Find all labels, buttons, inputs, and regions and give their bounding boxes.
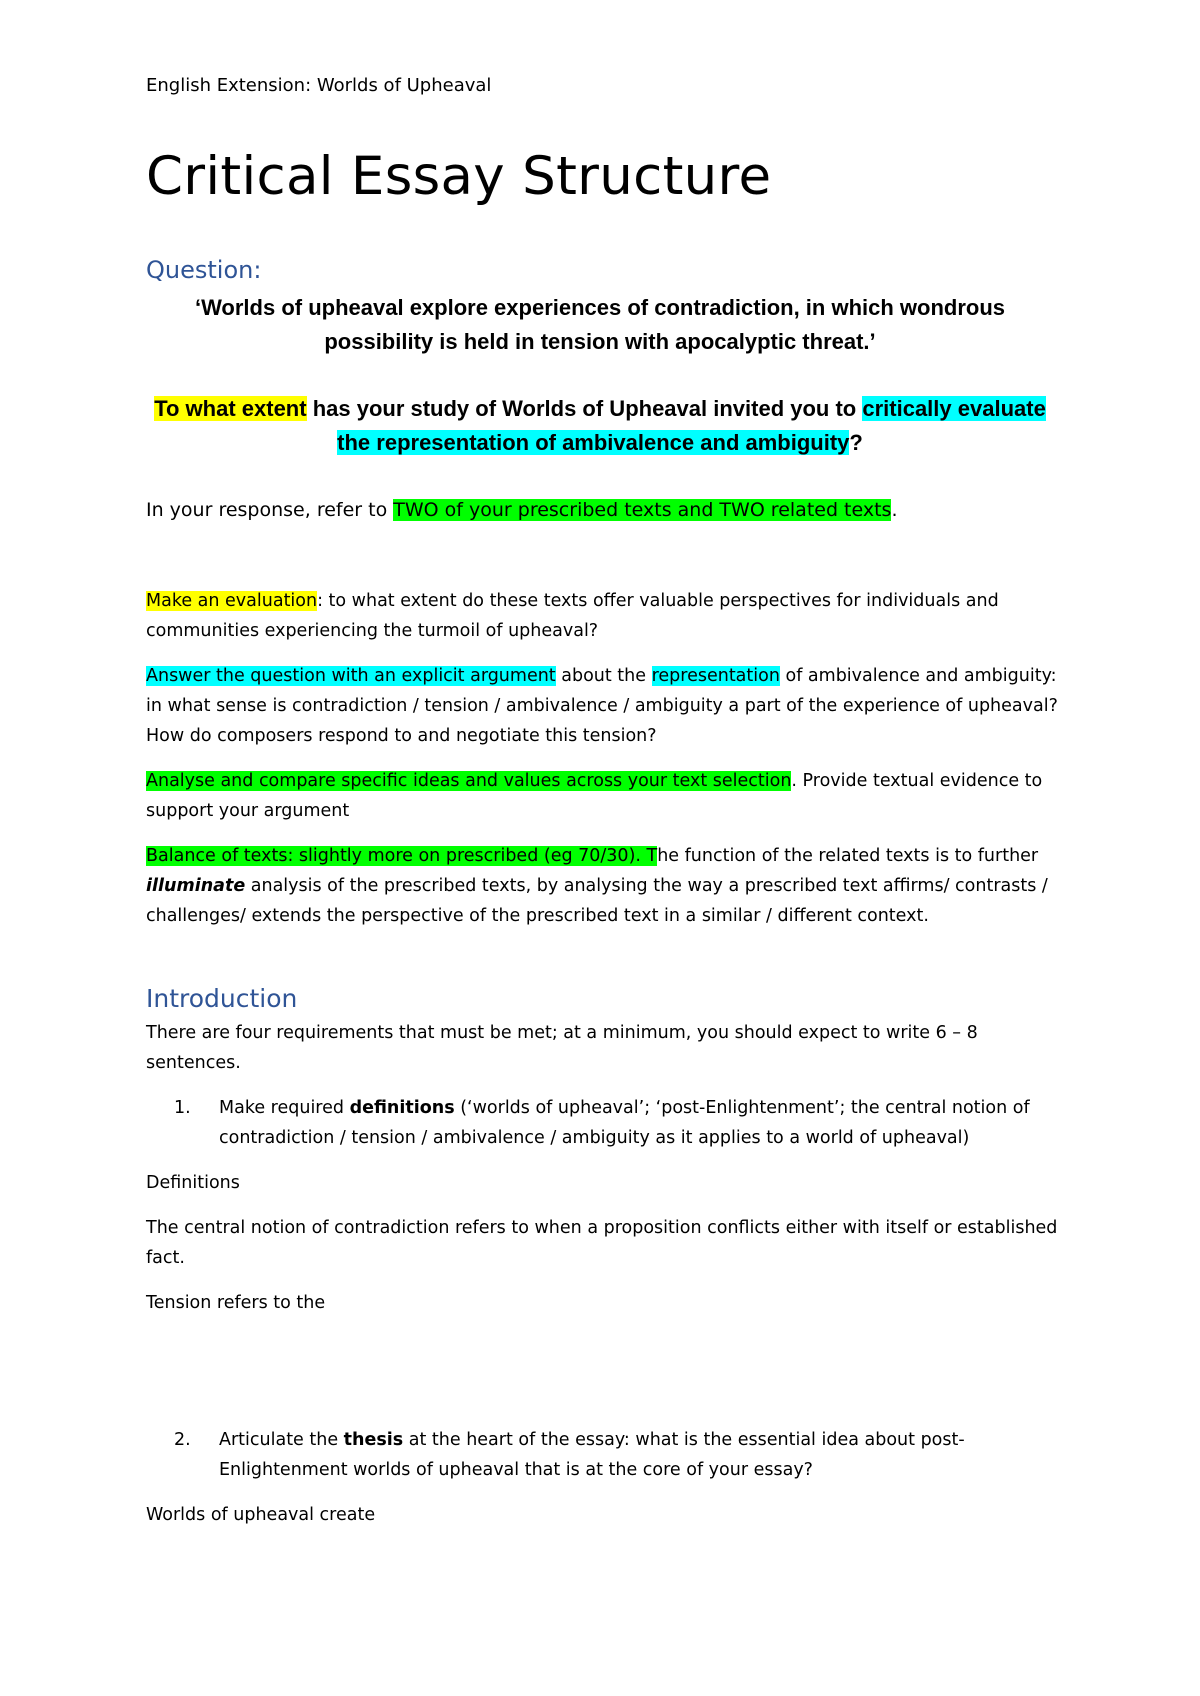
thesis-start: Worlds of upheaval create <box>146 1505 376 1525</box>
emphasis-illuminate: illuminate <box>146 876 246 896</box>
highlight-analyse-compare: Analyse and compare specific ideas and values across your text selection <box>146 771 792 791</box>
evaluation-task <box>146 586 1066 646</box>
highlight-to-what-extent: To what extent <box>154 396 307 421</box>
document-title: Critical Essay Structure <box>146 146 772 207</box>
list-number: 2. <box>174 1430 191 1450</box>
highlight-explicit-argument: Answer the question with an explicit argument <box>146 666 556 686</box>
argument-text-1: about the <box>555 666 652 686</box>
balance-task <box>146 841 1066 931</box>
list-item-definitions <box>174 1093 1074 1153</box>
contradiction-definition: The central notion of contradiction refers to when a proposition conflicts either with itself or established fact. <box>146 1218 1058 1268</box>
prompt-text: has your study of Worlds of Upheaval invited you to <box>306 396 863 421</box>
running-header: English Extension: Worlds of Upheaval <box>146 75 492 96</box>
highlight-make-evaluation: Make an evaluation <box>146 591 318 611</box>
analyse-task <box>146 766 1066 826</box>
highlight-representation: representation <box>651 666 780 686</box>
list-item-body <box>219 1093 1074 1153</box>
thesis-bold: thesis <box>343 1430 404 1450</box>
balance-text-1: he function of the related texts is to further <box>657 846 1039 866</box>
argument-text-2: of ambivalence and ambiguity: in what sense is contradiction / tension / ambivalence / ambiguity a part of the experience of upheaval? How do composers respond to and negotiate this tension? <box>146 666 1058 746</box>
evaluation-text: : to what extent do these texts offer valuable perspectives for individuals and communities experiencing the turmoil of upheaval? <box>146 591 999 641</box>
balance-text-2: analysis of the prescribed texts, by analysing the way a prescribed text affirms/ contrasts / challenges/ extends the perspective of the prescribed text in a similar / different context. <box>146 876 1048 926</box>
question-prompt <box>146 392 1054 460</box>
introduction-heading: Introduction <box>146 984 298 1013</box>
list-item-body <box>219 1425 1074 1485</box>
tension-definition: Tension refers to the <box>146 1293 326 1313</box>
definitions-pre: Make required <box>219 1098 350 1118</box>
highlight-balance-of-texts: Balance of texts: slightly more on prescribed (eg 70/30). T <box>146 846 658 866</box>
instruction-end: . <box>891 499 898 521</box>
thesis-post: at the heart of the essay: what is the essential idea about post-Enlightenment worlds of upheaval that is at the core of your essay? <box>219 1430 965 1480</box>
instruction-text: In your response, refer to <box>146 499 394 521</box>
highlight-critically-evaluate: critically evaluate the representation of ambivalence and ambiguity <box>337 396 1046 455</box>
definitions-bold: definitions <box>349 1098 455 1118</box>
list-number: 1. <box>174 1098 191 1118</box>
argument-task <box>146 661 1066 751</box>
definitions-label: Definitions <box>146 1173 240 1193</box>
question-label: Question: <box>146 256 262 284</box>
prompt-end: ? <box>849 430 863 455</box>
list-item-thesis <box>174 1425 1074 1485</box>
highlight-texts-requirement: TWO of your prescribed texts and TWO related texts <box>393 499 892 521</box>
response-instruction <box>146 499 898 521</box>
thesis-pre: Articulate the <box>219 1430 344 1450</box>
question-quote: ‘Worlds of upheaval explore experiences of contradiction, in which wondrous possibility is held in tension with apocalyptic threat.’ <box>194 295 1006 354</box>
definitions-post: (‘worlds of upheaval’; ‘post-Enlightenment’; the central notion of contradiction / tension / ambivalence / ambiguity as it applies to a world of upheaval) <box>219 1098 1030 1148</box>
analyse-text: . Provide textual evidence to support your argument <box>146 771 1043 821</box>
introduction-requirements: There are four requirements that must be met; at a minimum, you should expect to write 6 – 8 sentences. <box>146 1023 978 1073</box>
